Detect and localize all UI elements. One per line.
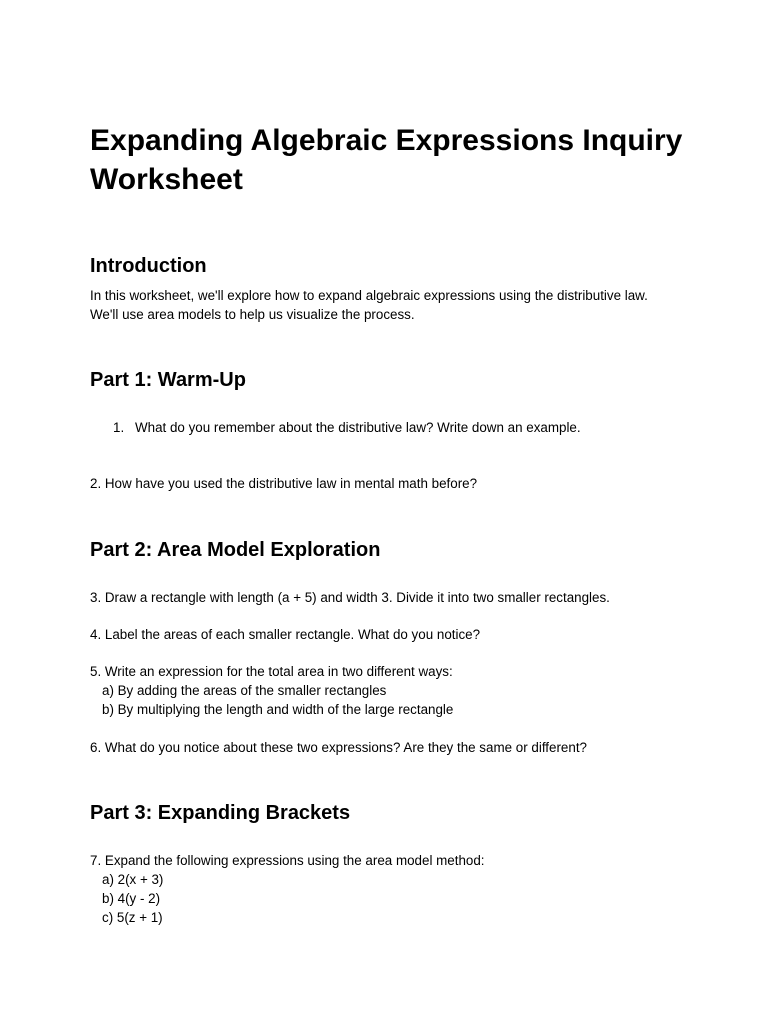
- question-7b: b) 4(y - 2): [102, 891, 161, 906]
- question-5a: a) By adding the areas of the smaller rectangles: [102, 683, 387, 698]
- question-5: 5. Write an expression for the total area in two different ways:: [90, 664, 453, 679]
- question-2: 2. How have you used the distributive law in mental math before?: [90, 476, 478, 491]
- question-1-number: 1.: [113, 420, 125, 435]
- part2-heading: Part 2: Area Model Exploration: [90, 539, 381, 561]
- document-title: Expanding Algebraic Expressions Inquiry Worksheet: [90, 124, 683, 196]
- question-3: 3. Draw a rectangle with length (a + 5) and width 3. Divide it into two smaller rectangles.: [90, 590, 610, 605]
- part1-heading: Part 1: Warm-Up: [90, 369, 246, 391]
- question-7a: a) 2(x + 3): [102, 872, 164, 887]
- question-7: 7. Expand the following expressions using the area model method:: [90, 853, 485, 868]
- part3-heading: Part 3: Expanding Brackets: [90, 802, 351, 824]
- question-7c: c) 5(z + 1): [102, 910, 163, 925]
- introduction-heading: Introduction: [90, 255, 207, 277]
- question-6: 6. What do you notice about these two expressions? Are they the same or different?: [90, 740, 587, 755]
- question-5b: b) By multiplying the length and width of the large rectangle: [102, 702, 454, 717]
- introduction-line-1: In this worksheet, we'll explore how to expand algebraic expressions using the distributive law.: [90, 288, 648, 303]
- question-1: What do you remember about the distributive law? Write down an example.: [135, 420, 581, 435]
- introduction-line-2: We'll use area models to help us visualize the process.: [90, 307, 415, 322]
- question-4: 4. Label the areas of each smaller rectangle. What do you notice?: [90, 627, 481, 642]
